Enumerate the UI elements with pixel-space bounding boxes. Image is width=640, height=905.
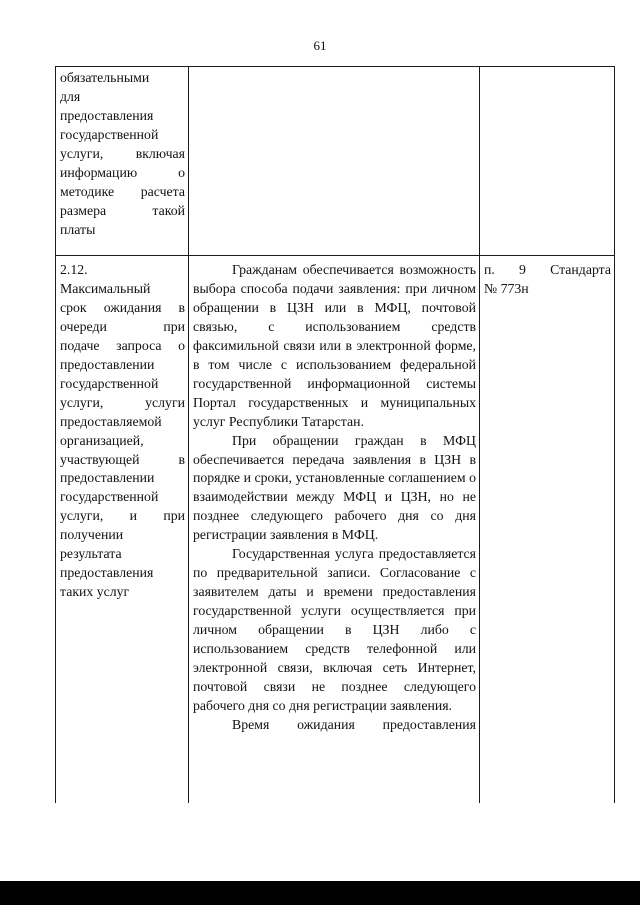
paragraph: Государственная услуга предоставляется по предварительной записи. Согласование с заявителем даты и времени предоставления государственной услуги осуществляется при личном обращении в ЦЗН либо с использованием средств телефонной или электронной связи, включая сеть Интернет, почтовой связи не позднее следующего рабочего дня со дня регистрации заявления. bbox=[193, 546, 476, 713]
scan-bottom-border bbox=[0, 881, 640, 905]
text-line: очереди при bbox=[60, 318, 185, 334]
paragraph: При обращении граждан в МФЦ обеспечивается передача заявления в ЦЗН в порядке и сроки, установленные соглашением о взаимодействии между МФЦ и ЦЗН, но не позднее следующего рабочего дня со дня регистрации заявления в МФЦ. bbox=[193, 432, 476, 543]
text-line: государственной bbox=[60, 489, 159, 505]
cell-text bbox=[60, 69, 185, 240]
text-line: результата bbox=[60, 546, 122, 562]
text-line: срок ожидания в bbox=[60, 299, 185, 315]
page-number: 61 bbox=[313, 38, 327, 53]
table-cell-description bbox=[189, 256, 480, 804]
text-line: предоставляемой bbox=[60, 413, 162, 429]
text-line: подаче запроса о bbox=[60, 337, 185, 353]
table-cell-requirement bbox=[56, 256, 189, 804]
text-line: предоставлении bbox=[60, 470, 155, 486]
text-line: государственной bbox=[60, 126, 159, 142]
table-row bbox=[56, 67, 615, 256]
text-line: размера такой bbox=[60, 202, 185, 218]
text-line: услуги, и при bbox=[60, 508, 185, 524]
table-cell-requirement bbox=[56, 67, 189, 256]
cell-text bbox=[60, 261, 185, 602]
text-line: Максимальный bbox=[60, 280, 151, 296]
text-line: получении bbox=[60, 527, 124, 543]
paragraph: Время ожидания предоставления bbox=[232, 716, 476, 732]
table-row bbox=[56, 256, 615, 804]
cell-text bbox=[484, 261, 611, 299]
text-line: участвующей в bbox=[60, 451, 185, 467]
cell-paragraphs bbox=[193, 261, 476, 735]
text-line: методике расчета bbox=[60, 183, 185, 199]
text-line: п. 9 Стандарта bbox=[484, 262, 611, 277]
table-cell-reference bbox=[480, 67, 615, 256]
text-line: государственной bbox=[60, 375, 159, 391]
text-line: для bbox=[60, 88, 81, 104]
paragraph: Гражданам обеспечивается возможность выбора способа подачи заявления: при личном обращении в ЦЗН или в МФЦ, почтовой связью, с использованием средств факсимильной связи или в электронной форме, в том числе с использованием федеральной государственной информационной системы Портал государственных и муниципальных услуг Республики Татарстан. bbox=[193, 262, 476, 429]
text-line: предоставления bbox=[60, 565, 154, 581]
text-line: информацию о bbox=[60, 164, 185, 180]
text-line: 2.12. bbox=[60, 262, 88, 277]
text-line: обязательными bbox=[60, 70, 150, 85]
text-line: организацией, bbox=[60, 432, 144, 448]
text-line: таких услуг bbox=[60, 584, 130, 600]
text-line: услуги, включая bbox=[60, 145, 185, 161]
text-line: предоставления bbox=[60, 107, 154, 123]
table-cell-reference bbox=[480, 256, 615, 804]
text-line: платы bbox=[60, 221, 96, 237]
text-line: предоставлении bbox=[60, 356, 155, 372]
text-line: № 773н bbox=[484, 280, 529, 296]
document-table bbox=[55, 66, 615, 803]
table-cell-description bbox=[189, 67, 480, 256]
text-line: услуги, услуги bbox=[60, 394, 185, 410]
